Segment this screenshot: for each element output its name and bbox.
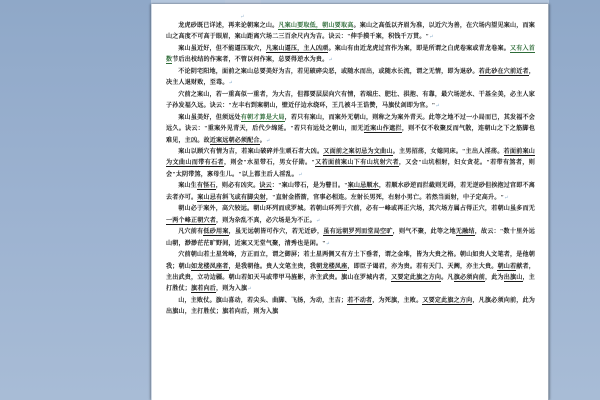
document-paragraph	[166, 21, 535, 44]
text-run-normal: 穴前朝山若土星耸峰，方正而立，谓之御屏；若土星两侧又有方土下垂者，谓之金堆，皆为大贵之格。朝山如贵人文笔者，是他朝我；朝山	[166, 252, 535, 270]
text-run-underline: 朝山若	[497, 263, 517, 270]
document-paragraph	[166, 296, 535, 319]
text-run-normal: 不论阴宅阳地，面前之案山总要美好为吉，若见破碎尖恶，或随水而出，或随水长流，谓之无情，即为退砂。	[178, 68, 479, 75]
text-run-normal: 聚	[417, 229, 425, 236]
text-run-underline: 若面前案山为文曲山而带有石者	[166, 148, 535, 167]
text-run-underline: 无融结	[455, 229, 475, 236]
text-run-normal: 若朝山环列于穴前，必有一峰或再正穴场，其穴场方属占得正穴，若朝山虽多而无	[309, 206, 535, 213]
text-run-pilcrow: ↵	[297, 172, 303, 178]
text-run-normal: 献者，主出武贵，立功边疆。朝山若如天马或带甲马旌影，亦主武贵。旗山在罗城内者，	[166, 263, 536, 281]
document-body	[152, 4, 548, 319]
text-run-underline: 旗必须向前	[453, 274, 485, 281]
text-run-normal: ，则为入旗	[215, 286, 248, 293]
text-run-normal: ，主打胜仗；	[166, 274, 535, 293]
text-run-normal: 案山虽近好，但不能逼压取穴，	[178, 45, 266, 52]
text-run-normal: ，则为杂乱不真，必穴场是为不正。	[215, 217, 316, 224]
text-run-pilcrow: ↵	[228, 81, 233, 87]
text-run-underline: 朝龙楼凤座	[316, 263, 348, 270]
text-run-normal: 。	[259, 137, 266, 144]
document-paragraph	[166, 147, 535, 181]
text-run-normal: 。案山有由近龙虎过宫作为案，即是所谓之白虎卷案或青龙卷案。	[328, 45, 510, 52]
text-run-pilcrow: ↵	[325, 241, 330, 247]
text-run-underline: 近案远朝必须配合	[209, 137, 260, 144]
text-run-normal: ，是我朝他。贵人文笔主贵，我	[228, 263, 317, 270]
text-run-normal: ，则不仅不收聚反而气散，连朝山之下之筋脚也难见，主凶。故	[166, 126, 536, 144]
text-run-green-underline: 有朝才算是大局	[240, 114, 285, 121]
text-run-underline: 出旗山	[503, 274, 523, 281]
document-page[interactable]	[151, 4, 549, 400]
text-run-underline: 又面前之案切忌为文曲山	[323, 148, 393, 155]
text-run-pilcrow: ↵	[429, 35, 434, 41]
text-run-normal: 若只有远处之朝山，而无	[293, 126, 364, 133]
text-run-pilcrow: ↵	[328, 58, 333, 64]
text-run-normal: 案山生	[178, 183, 197, 190]
text-run-normal: 龙虎砂既已详述，再来论朝案之山。	[178, 23, 279, 29]
text-run-normal: ，若只有案山，而案外无朝山，则称之为案外青天。此等之地不过一小局而已，其发福不会远久。诀云："重案外见青天，后代少绵延。"	[166, 114, 536, 133]
text-run-pilcrow: ↵	[265, 138, 271, 144]
text-run-normal: ，即臣子谒君，亦为贵。若有天门、天阙，亦主大贵。	[347, 263, 498, 270]
text-run-normal: 。主男招荡，女媳同床。"主出人淫荡。	[392, 148, 504, 155]
text-run-pilcrow: ↵	[435, 104, 440, 110]
text-run-normal: 山，主败仗。旗山喜动，若尖头、曲脚、飞扬，为动，主吉；	[178, 297, 348, 304]
text-run-bold-large: 朝山必于案外，高穴较远。朝山环列而成罗城。	[178, 206, 310, 213]
text-run-normal: ，则气不	[392, 229, 418, 236]
text-run-green-underline: 凡案山要取低，朝山要取高	[278, 23, 354, 29]
text-run-underline: 又要定此旗之方向	[422, 297, 473, 304]
viewer-background-right	[549, 0, 600, 400]
viewer-background-left	[0, 0, 151, 400]
text-run-underline: 旗若向后	[190, 286, 216, 293]
text-run-underline: 案山忌有斜飞或有脚尖射	[197, 194, 266, 201]
document-paragraph	[166, 67, 535, 90]
text-run-underline: 凡案山逼压，主人凶顽	[265, 45, 329, 52]
text-run-green-underline: 又有入首数	[166, 45, 535, 64]
text-run-normal: ，为死旗，主败。	[372, 297, 423, 304]
document-paragraph	[166, 181, 535, 204]
text-run-normal: 案山以顾穴有情为吉，若案山破碎并生顽石者大凶。	[178, 148, 324, 155]
text-run-normal: ，则会"水星带石，男女仔勋。"	[223, 160, 315, 167]
text-run-normal: 案山虽美好，但须远处	[178, 114, 241, 121]
text-run-normal: ，"直射金搭箭，官事必相连。左射长男死，右射小男亡。若然当面射，中子定高升。"	[265, 194, 504, 201]
text-run-underline: 如龙楼凤座者	[191, 263, 229, 270]
text-run-underline: 近案山作遮拦	[363, 126, 402, 133]
document-paragraph	[166, 250, 535, 296]
document-paragraph	[166, 44, 535, 67]
text-run-underline: 诀云	[259, 183, 272, 190]
text-run-normal: ，若顺水砂逆而拦截则无碍，若无逆砂但挨抱过宫即不离去者亦可。	[166, 183, 536, 201]
text-run-pilcrow: ↵	[504, 195, 509, 201]
document-paragraph	[166, 113, 535, 147]
text-run-normal: ，决主人退财败，至毒。	[166, 68, 536, 87]
text-run-underline: 一两个峰正朝穴者	[166, 217, 216, 224]
text-run-normal: 凡穴前有	[178, 229, 204, 236]
text-run-normal: 。凡	[441, 274, 454, 281]
text-run-normal: ："案山带石，是为瞽目。"	[271, 183, 348, 190]
text-run-normal: ，此为	[484, 274, 504, 281]
text-run-underline: 又若面前案山下有山坑射穴者	[314, 160, 399, 167]
text-run-underline: 虽有远朝罗列而堂局空旷	[323, 229, 393, 236]
text-run-underline: 低砂用案	[203, 229, 229, 236]
document-paragraph	[166, 204, 535, 227]
text-run-normal: ，虽无远朝皆可作穴，若无近砂，	[228, 229, 324, 236]
paragraph-mark-top: ↵	[240, 15, 245, 20]
text-run-normal: ，又会"山坑相射，妇女贪花。"若带有煞者，则会"太阴带煞，寡母生儿。"以上都主后人淫乱。	[166, 160, 535, 178]
text-run-underline: 有怪石	[196, 183, 216, 190]
text-run-normal: ，凡旗必须向前，此为出旗山，主打胜仗；旗若向后，则为入旗	[166, 297, 535, 316]
text-run-underline: 若此砂在穴前近者	[478, 68, 529, 75]
text-run-underline: 若不动者	[347, 297, 373, 304]
text-run-underline: 又要定此旗之方向	[391, 274, 442, 281]
text-run-pilcrow: ↵	[315, 218, 321, 224]
text-run-normal: 。案山之高低以齐眉为准，以近穴为善，在穴场内望见案山，而案山之高度不可高于眼眉，案山距离穴场二三百余尺内为吉。诀云："伸手摸千案，积钱千万贯。"	[166, 23, 535, 41]
paragraph-list	[166, 21, 535, 319]
text-run-normal: ，故云："数十里外远山朝，渺渺茫茫旷野间，近案又无堂气聚，清秀也是闲。"	[166, 229, 536, 247]
text-run-pilcrow: ↵	[247, 287, 252, 293]
text-run-normal: ，则必有凶灾。	[215, 183, 260, 190]
text-run-normal: ，此等之地	[424, 229, 456, 236]
document-paragraph	[166, 90, 535, 113]
text-run-underline: 案山忌顺水	[347, 183, 379, 190]
document-paragraph	[166, 227, 535, 250]
text-run-normal: 节后出枝结的作案者，不管以何作案，总要得逆水为贵。	[172, 57, 329, 64]
text-run-normal: 穴前之案山，若一重高似一重者，为大吉，但都要层层向穴有情，若端庄、肥壮、拱抱、有靠，最穴场逆水、干基全美，必主人家子孙发福久远。诀云："左丰右到案朝山，壁近仔边水绕环，王几被斗王诰赞，马旗仗剑即为官。"	[166, 91, 535, 110]
